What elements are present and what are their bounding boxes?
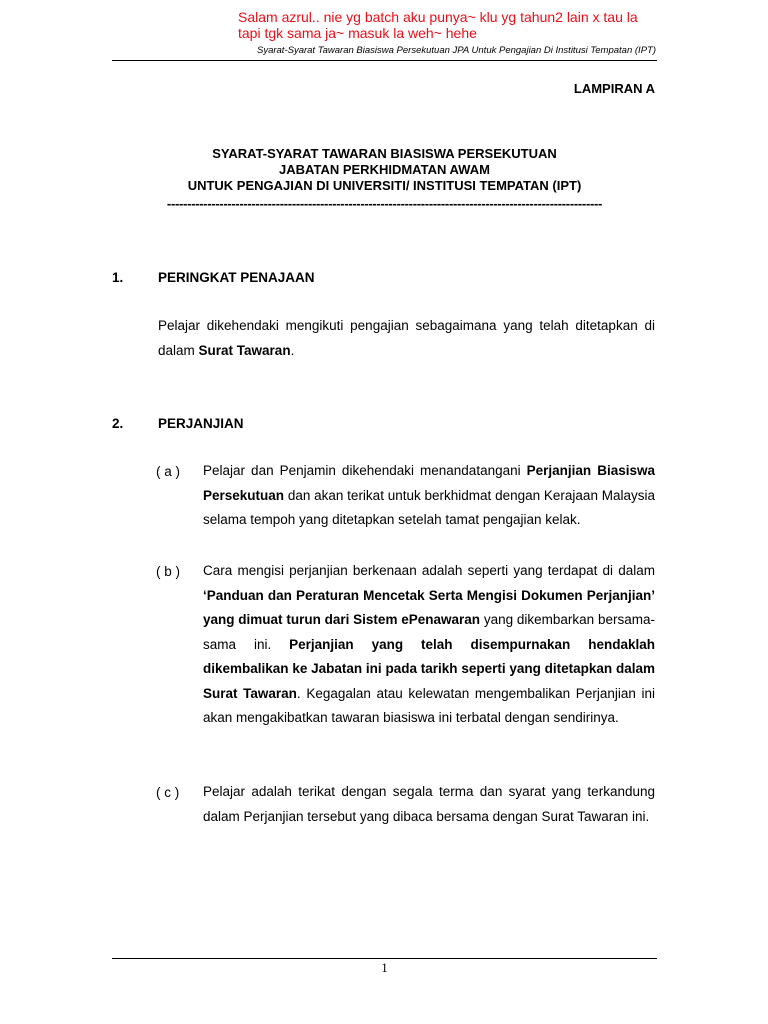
footer-rule xyxy=(112,958,657,959)
section-2-number: 2. xyxy=(112,416,124,431)
item-c-label: ( c ) xyxy=(156,785,180,800)
section-1-paragraph: Pelajar dikehendaki mengikuti pengajian sebagaimana yang telah ditetapkan di dalam Surat Tawaran. xyxy=(158,318,655,358)
item-b-paragraph: Cara mengisi perjanjian berkenaan adalah seperti yang terdapat di dalam ‘Panduan dan Peraturan Mencetak Serta Mengisi Dokumen Perjanjian’ yang dimuat turun dari Sistem ePenawaran yang dikembarkan bersama-sama ini. Perjanjian yang telah disempurnakan hendaklah dikembalikan ke Jabatan ini pada tarikh seperti yang ditetapkan dalam Surat Tawaran. Kegagalan atau kelewatan mengembalikan Perjanjian ini akan mengakibatkan tawaran biasiswa ini terbatal dengan sendirinya. xyxy=(203,563,655,725)
page-number: 1 xyxy=(381,960,388,975)
section-2-heading: PERJANJIAN xyxy=(158,416,244,431)
item-c-paragraph: Pelajar adalah terikat dengan segala terma dan syarat yang terkandung dalam Perjanjian tersebut yang dibaca bersama dengan Surat Tawaran ini. xyxy=(203,784,655,824)
comment-line-1: Salam azrul.. nie yg batch aku punya~ klu yg tahun2 lain x tau la xyxy=(238,9,638,25)
title-line-2: JABATAN PERKHIDMATAN AWAM xyxy=(279,162,490,177)
running-header: Syarat-Syarat Tawaran Biasiswa Persekutuan JPA Untuk Pengajian Di Institusi Tempatan (IPT) xyxy=(256,45,656,56)
item-b-label: ( b ) xyxy=(156,564,181,579)
title-line-3: UNTUK PENGAJIAN DI UNIVERSITI/ INSTITUSI TEMPATAN (IPT) xyxy=(187,178,582,193)
header-rule xyxy=(112,60,657,61)
title-separator: ------------------------------------------------------------------------------------------------------------ xyxy=(166,196,603,211)
item-a-label: ( a ) xyxy=(156,464,181,479)
red-annotation-comment xyxy=(238,9,708,41)
section-1-heading: PERINGKAT PENAJAAN xyxy=(158,270,315,285)
item-a-paragraph: Pelajar dan Penjamin dikehendaki menandatangani Perjanjian Biasiswa Persekutuan dan akan terikat untuk berkhidmat dengan Kerajaan Malaysia selama tempoh yang ditetapkan setelah tamat pengajian kelak. xyxy=(203,463,655,527)
comment-line-2: tapi tgk sama ja~ masuk la weh~ hehe xyxy=(238,25,477,41)
title-line-1: SYARAT-SYARAT TAWARAN BIASISWA PERSEKUTUAN xyxy=(212,146,557,161)
section-1-number: 1. xyxy=(112,270,124,285)
lampiran-label: LAMPIRAN A xyxy=(573,81,655,96)
